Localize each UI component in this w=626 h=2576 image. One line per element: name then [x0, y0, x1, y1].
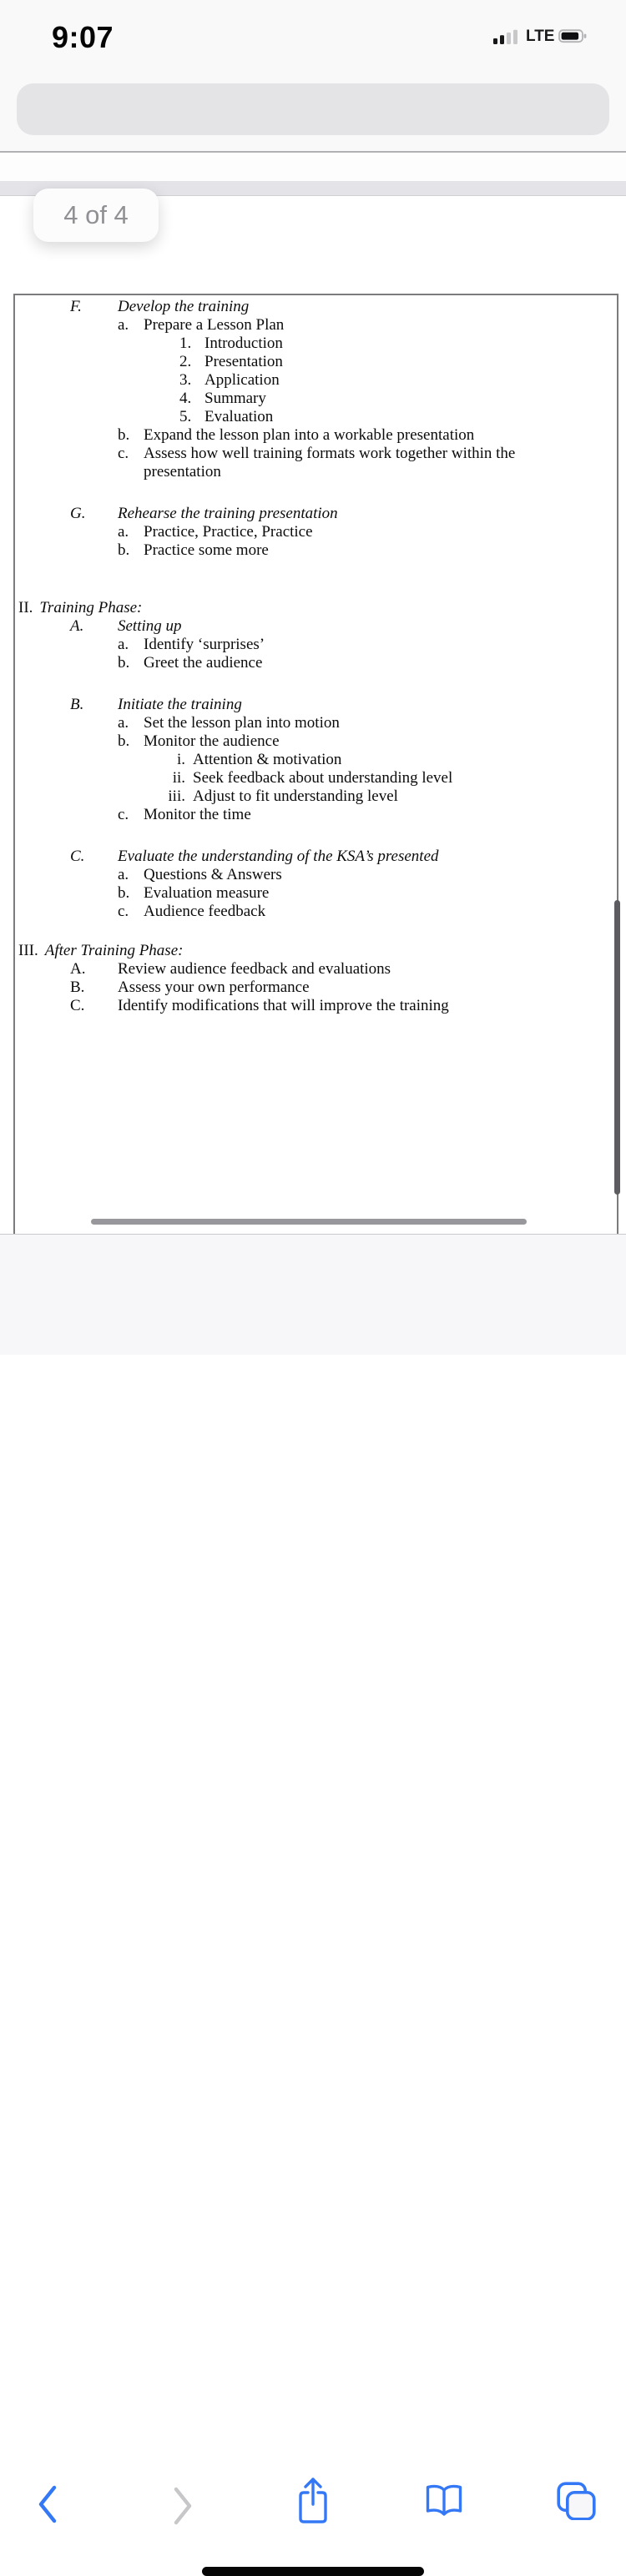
outline-item-text: Evaluation measure	[144, 884, 270, 902]
outline-item-label: F.	[70, 298, 82, 315]
outline-item	[15, 390, 617, 408]
outline-item-label: a.	[118, 714, 129, 732]
outline-item	[15, 979, 617, 997]
outline-item	[15, 353, 617, 371]
outline-item-label: B.	[70, 979, 85, 996]
outline-item	[15, 505, 617, 523]
outline-item-text: Introduction	[204, 335, 283, 352]
outline-item-text: Identify ‘surprises’	[144, 636, 265, 653]
outline-item-text: Presentation	[204, 353, 283, 370]
battery-icon	[558, 29, 587, 43]
outline-item-text: Attention & motivation	[193, 751, 342, 768]
outline-item-label: b.	[118, 654, 130, 672]
outline-item-text: Training Phase:	[39, 599, 143, 616]
outline-item-label: iii.	[168, 787, 185, 805]
outline-item-label: G.	[70, 505, 86, 522]
outline-item	[15, 903, 617, 921]
outline-item-label: i.	[176, 751, 185, 768]
outline-item	[15, 942, 617, 960]
outline-item-label: A.	[70, 960, 86, 978]
outline-item-label: A.	[70, 617, 84, 635]
outline-item-label: III.	[18, 942, 38, 959]
outline-item-text: After Training Phase:	[44, 942, 184, 959]
outline-item-label: B.	[70, 696, 84, 713]
outline-item	[15, 732, 617, 751]
outline-item-text: Initiate the training	[118, 696, 242, 713]
vertical-scrollbar[interactable]	[614, 900, 620, 1195]
outline-item-text: Setting up	[118, 617, 182, 635]
outline-item-text: Audience feedback	[144, 903, 266, 920]
tabs-button[interactable]	[557, 2482, 596, 2520]
page-count-badge	[33, 189, 159, 242]
outline-item	[15, 335, 617, 353]
cellular-signal-icon	[493, 29, 522, 45]
outline-item-label: a.	[118, 866, 129, 883]
outline-item	[15, 463, 617, 481]
outline-item	[15, 371, 617, 390]
safari-top-chrome	[0, 0, 626, 153]
outline-item	[15, 769, 617, 787]
outline-item-text: Prepare a Lesson Plan	[144, 316, 285, 334]
outline-item-text: Develop the training	[118, 298, 250, 315]
home-indicator[interactable]	[202, 2567, 424, 2576]
outline-item-label: c.	[118, 806, 129, 823]
pdf-page[interactable]	[0, 196, 626, 1234]
network-type-label: LTE	[526, 28, 555, 45]
outline-item-text: Expand the lesson plan into a workable presentation	[144, 426, 475, 444]
safari-bottom-toolbar	[0, 1234, 626, 1355]
page-count-label: 4 of 4	[63, 200, 129, 229]
outline-item-text: Review audience feedback and evaluations	[118, 960, 391, 978]
outline-item-label: a.	[118, 523, 129, 541]
outline-frame	[13, 294, 618, 1234]
outline-item	[15, 636, 617, 654]
outline-item	[15, 408, 617, 426]
outline-item-label: C.	[70, 848, 85, 865]
outline-item-label: C.	[70, 997, 85, 1014]
outline-item	[15, 848, 617, 866]
outline-item-label: 1.	[179, 335, 192, 352]
horizontal-scrollbar[interactable]	[91, 1219, 527, 1225]
outline-item-text: Identify modifications that will improve the training	[118, 997, 449, 1014]
bookmarks-button[interactable]	[425, 2483, 463, 2518]
outline-item	[15, 714, 617, 732]
chevron-left-icon	[37, 2485, 58, 2523]
outline-item	[15, 960, 617, 979]
tabs-icon	[557, 2482, 596, 2520]
outline-item-text: Evaluation	[204, 408, 274, 425]
outline-item-label: b.	[118, 732, 130, 750]
viewer-top-strip	[0, 154, 626, 181]
outline-item-label: b.	[118, 884, 130, 902]
outline-item-label: a.	[118, 636, 129, 653]
outline-item-text: Adjust to fit understanding level	[193, 787, 398, 805]
outline-item	[15, 806, 617, 824]
outline-item	[15, 316, 617, 335]
outline-item-label: 2.	[179, 353, 192, 370]
outline-item-text: Monitor the audience	[144, 732, 280, 750]
forward-button[interactable]	[172, 2487, 194, 2525]
outline-item-text: Assess your own performance	[118, 979, 310, 996]
outline-item-text: Summary	[204, 390, 266, 407]
book-icon	[425, 2483, 463, 2518]
outline-item-label: a.	[118, 316, 129, 334]
back-button[interactable]	[37, 2485, 58, 2523]
outline-item	[15, 866, 617, 884]
address-bar[interactable]	[17, 83, 609, 135]
outline-item	[15, 787, 617, 806]
outline-item-text: Monitor the time	[144, 806, 251, 823]
outline-item-label: c.	[118, 903, 129, 920]
outline-item	[15, 426, 617, 445]
outline-item-text: Practice, Practice, Practice	[144, 523, 313, 541]
outline-item	[15, 541, 617, 560]
outline-item	[15, 523, 617, 541]
status-time: 9:07	[52, 20, 114, 54]
outline-item-text: presentation	[144, 463, 221, 480]
share-button[interactable]	[296, 2477, 330, 2524]
outline-item-text: Questions & Answers	[144, 866, 282, 883]
chevron-right-icon	[172, 2487, 194, 2525]
outline-item-label: 3.	[179, 371, 192, 389]
outline-item-text: Rehearse the training presentation	[118, 505, 338, 522]
outline-item	[15, 617, 617, 636]
outline-item-label: II.	[18, 599, 33, 616]
outline-item	[15, 445, 617, 463]
outline-item-text: Set the lesson plan into motion	[144, 714, 340, 732]
outline-item	[15, 599, 617, 617]
outline-item-label: b.	[118, 426, 130, 444]
share-icon	[296, 2477, 330, 2524]
outline-item	[15, 654, 617, 672]
outline-item	[15, 298, 617, 316]
outline-item	[15, 884, 617, 903]
outline-item	[15, 696, 617, 714]
outline-item-text: Evaluate the understanding of the KSA’s presented	[118, 848, 439, 865]
outline-item-label: b.	[118, 541, 130, 559]
outline-item-label: ii.	[172, 769, 185, 787]
outline-item-label: 5.	[179, 408, 192, 425]
outline-item-label: c.	[118, 445, 129, 462]
outline-item-text: Assess how well training formats work together within the	[144, 445, 516, 462]
outline-item-text: Application	[204, 371, 280, 389]
outline-item-label: 4.	[179, 390, 192, 407]
outline-item-text: Seek feedback about understanding level	[193, 769, 453, 787]
outline-item	[15, 751, 617, 769]
outline-item-text: Greet the audience	[144, 654, 263, 672]
outline-item-text: Practice some more	[144, 541, 269, 559]
outline-item	[15, 997, 617, 1015]
